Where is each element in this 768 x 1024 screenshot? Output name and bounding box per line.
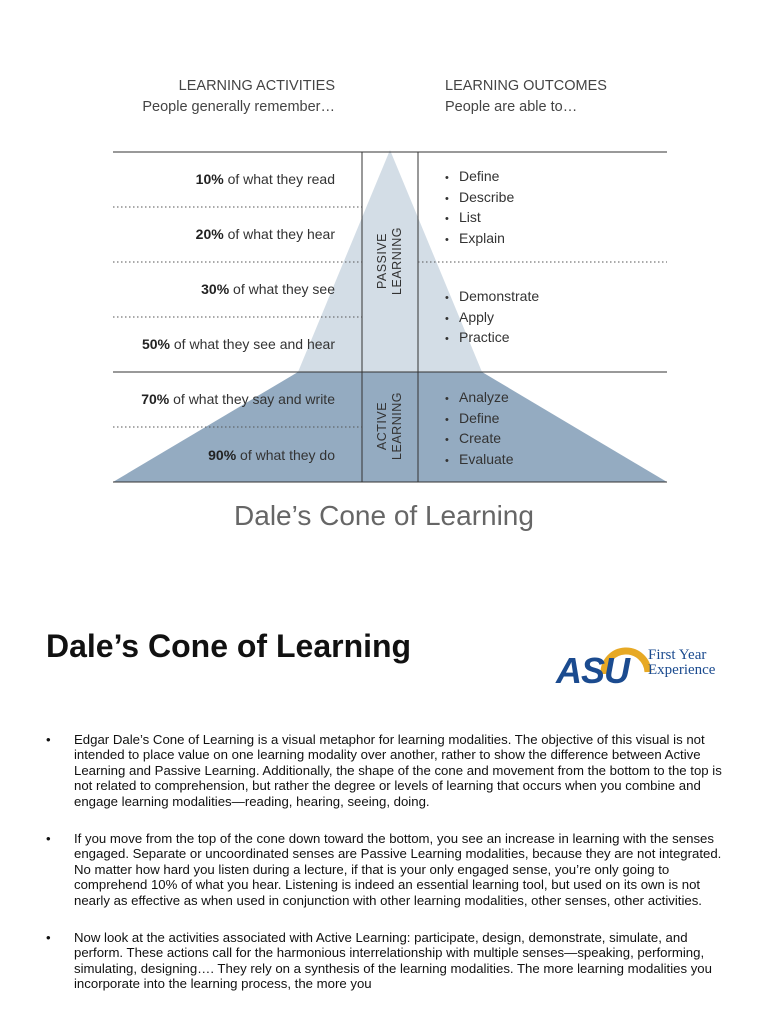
outcomes-list-passive-lower (445, 286, 539, 348)
activity-percent: 20% (195, 226, 224, 242)
passive-label-line2: LEARNING (390, 227, 404, 295)
passive-learning-label (375, 221, 405, 301)
activity-percent: 70% (141, 391, 170, 407)
activity-text: of what they read (223, 171, 335, 187)
activity-row (141, 391, 335, 407)
activity-text: of what they see and hear (170, 336, 335, 352)
logo-text-line2: Experience (648, 662, 716, 678)
outcome-item: • Describe (445, 187, 514, 208)
active-label-line2: LEARNING (390, 392, 404, 460)
active-learning-label (375, 386, 405, 466)
activity-row (142, 336, 335, 352)
outcome-item: • Explain (445, 228, 514, 249)
activity-text: of what they see (229, 281, 335, 297)
outcome-item: • Define (445, 166, 514, 187)
activities-title: LEARNING ACTIVITIES (178, 78, 335, 94)
activity-percent: 50% (141, 336, 170, 352)
diagram-caption: Dale’s Cone of Learning (234, 500, 534, 531)
slide-title: Dale’s Cone of Learning (46, 628, 412, 664)
outcome-item: • List (445, 207, 514, 228)
active-label-line1: ACTIVE (375, 401, 389, 451)
bullet-paragraph: • Edgar Dale’s Cone of Learning is a visual metaphor for learning modalities. The objective of this visual is not intended to place value on one learning modality over another, rather to show the difference between Active Learning and Passive Learning. Additionally, the shape of the cone and movement from the bottom to the top is not related to comprehension, but rather the degree or levels of learning that occurs when you combine and engage learning modalities—reading, hearing, seeing, doing. (46, 732, 736, 809)
outcome-item: • Create (445, 428, 513, 449)
outcome-item: • Apply (445, 307, 539, 328)
logo-letters: ASU (556, 650, 630, 691)
asu-first-year-experience-logo (556, 644, 716, 706)
activity-text: of what they hear (223, 226, 335, 242)
activity-row (208, 447, 335, 463)
bullet-paragraph: • Now look at the activities associated with Active Learning: participate, design, demonstrate, simulate, and perform. These actions call for the harmonious interrelationship with multiple senses—speaking, performing, simulating, designing…. They rely on a synthesis of the learning modalities. The more learning modalities you incorporate into the learning process, the more you (46, 930, 736, 992)
outcome-item: • Evaluate (445, 449, 513, 470)
outcome-item: • Define (445, 408, 513, 429)
logo-text-line1: First Year (648, 647, 707, 663)
activity-row (196, 226, 335, 242)
passive-label-line1: PASSIVE (375, 232, 389, 290)
outcome-item: • Demonstrate (445, 286, 539, 307)
activity-row (201, 281, 335, 297)
activity-text: of what they do (236, 447, 335, 463)
outcomes-list-passive-upper (445, 166, 514, 249)
outcomes-list-active (445, 387, 513, 470)
activity-percent: 30% (201, 281, 230, 297)
outcome-item: • Analyze (445, 387, 513, 408)
activities-subtitle: People generally remember… (142, 99, 335, 115)
activity-percent: 10% (195, 171, 224, 187)
activity-percent: 90% (208, 447, 237, 463)
body-bullets (46, 732, 736, 1014)
outcomes-title: LEARNING OUTCOMES (445, 78, 607, 94)
bullet-paragraph: • If you move from the top of the cone down toward the bottom, you see an increase in learning with the senses engaged. Separate or uncoordinated senses are Passive Learning modalities, because they are not integrated. No matter how hard you listen during a lecture, if that is your only engaged sense, you’re only going to comprehend 10% of what you hear. Listening is indeed an essential learning tool, but used on its own is not nearly as effective as when used in conjunction with other learning modalities, other senses, other activities. (46, 831, 736, 908)
outcome-item: • Practice (445, 327, 539, 348)
activity-row (196, 171, 335, 187)
outcomes-subtitle: People are able to… (445, 99, 578, 115)
activity-text: of what they say and write (169, 391, 335, 407)
logo-text (648, 648, 715, 678)
